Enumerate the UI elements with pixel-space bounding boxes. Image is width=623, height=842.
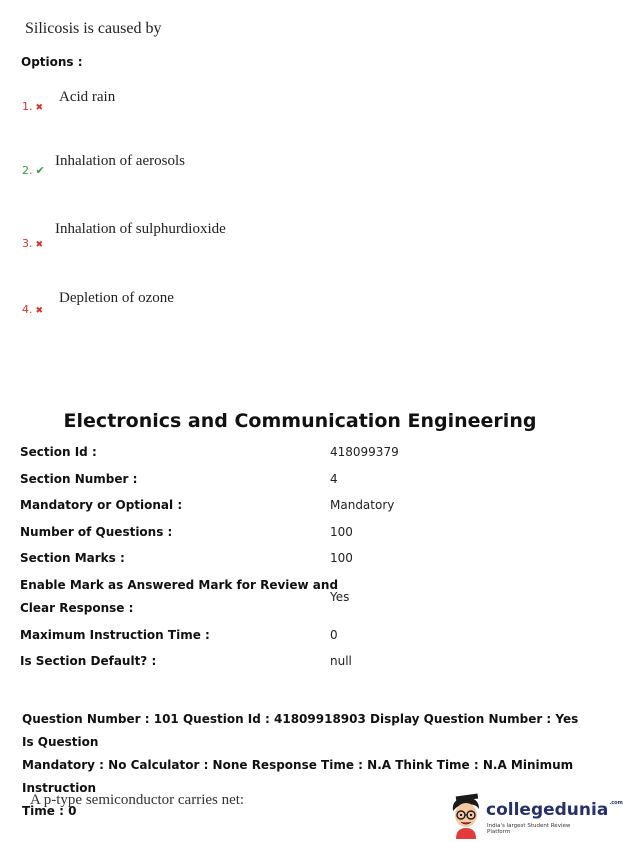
option-1-number: 1. ✖	[22, 100, 44, 113]
check-icon: ✔	[35, 164, 45, 177]
option-4-number: 4. ✖	[22, 303, 44, 316]
mascot-logo-icon	[447, 795, 485, 839]
section-title: Electronics and Communication Engineering	[63, 410, 537, 432]
logo-tagline: India's largest Student Review Platform	[487, 823, 571, 835]
section-number-value: 4	[330, 472, 338, 486]
max-instruction-time-value: 0	[330, 628, 338, 642]
collegedunia-logo: collegedunia$^{.com}$	[486, 800, 623, 820]
mandatory-value: Mandatory	[330, 498, 395, 512]
max-instruction-time-label: Maximum Instruction Time :	[20, 628, 210, 642]
question-count-value: 100	[330, 525, 353, 539]
mark-review-value: Yes	[330, 590, 350, 604]
question-info-line-3: Time : 0	[22, 804, 77, 818]
section-default-label: Is Section Default? :	[20, 654, 157, 668]
option-2-text: Inhalation of aerosols	[55, 153, 185, 169]
next-question-text: A p-type semiconductor carries net:	[30, 792, 245, 808]
section-marks-value: 100	[330, 551, 353, 565]
options-label: Options :	[21, 55, 83, 69]
section-id-value: 418099379	[330, 445, 399, 459]
cross-icon: ✖	[35, 306, 44, 316]
option-1-text: Acid rain	[59, 89, 116, 105]
question-count-label: Number of Questions :	[20, 525, 173, 539]
question-text: Silicosis is caused by	[25, 20, 162, 37]
question-info-line-2: Mandatory : No Calculator : None Response Time : N.A Think Time : N.A Minimum Instruction	[22, 758, 574, 795]
section-id-label: Section Id :	[20, 445, 97, 459]
option-3-text: Inhalation of sulphurdioxide	[55, 221, 226, 237]
option-4-text: Depletion of ozone	[59, 290, 174, 306]
option-2-number: 2. ✔	[22, 164, 45, 177]
mandatory-label: Mandatory or Optional :	[20, 498, 183, 512]
mark-review-label-line2: Clear Response :	[20, 601, 134, 615]
cross-icon: ✖	[35, 103, 44, 113]
section-default-value: null	[330, 654, 352, 668]
section-marks-label: Section Marks :	[20, 551, 125, 565]
question-info-line-1: Question Number : 101 Question Id : 41809918903 Display Question Number : Yes Is Question	[22, 712, 579, 749]
cross-icon: ✖	[35, 240, 44, 250]
section-number-label: Section Number :	[20, 472, 138, 486]
option-3-number: 3. ✖	[22, 237, 44, 250]
mark-review-label-line1: Enable Mark as Answered Mark for Review and	[20, 578, 339, 592]
